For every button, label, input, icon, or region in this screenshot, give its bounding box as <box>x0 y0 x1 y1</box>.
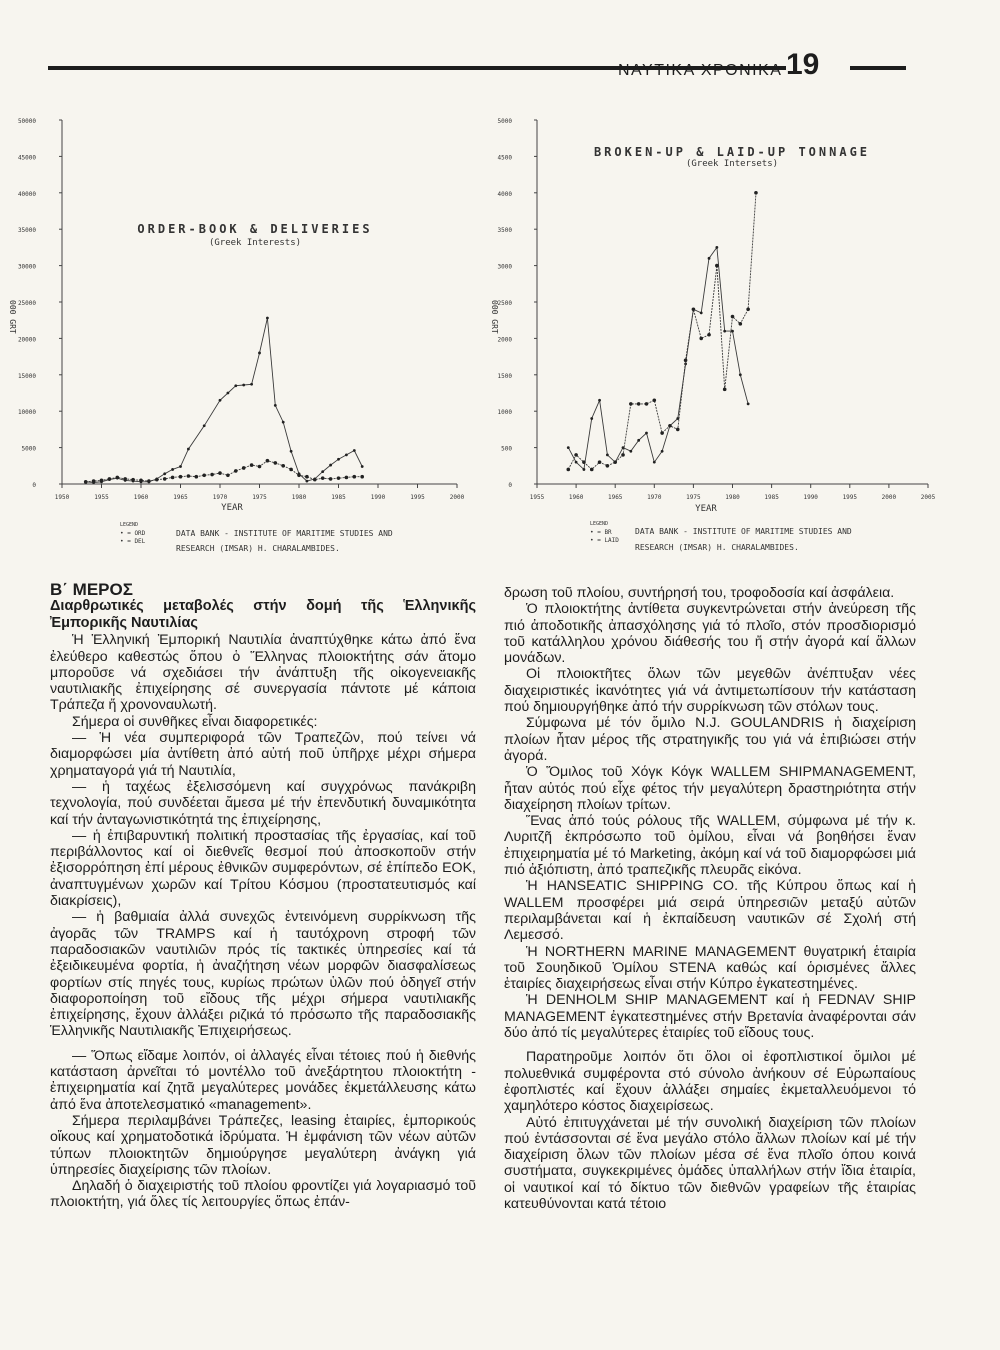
data-point <box>629 450 632 453</box>
data-point <box>723 388 727 392</box>
data-point <box>266 459 270 463</box>
data-point <box>715 246 718 249</box>
legend-entry: • = LAID <box>590 537 619 544</box>
magazine-title: ΝΑΥΤΙΚΑ ΧΡΟΝΙΚΑ <box>618 62 783 79</box>
article-left-column <box>50 582 476 1211</box>
x-tick-label: 1975 <box>252 494 267 501</box>
data-point <box>583 468 586 471</box>
paragraph: Ἡ DENHOLM SHIP MANAGEMENT καί ἡ FEDNAV SHIP MANAGEMENT ἐγκατεστημένες στήν Βρετανία ἀναφέρονται σάν δύο ἀπό τίς μεγαλύτερες ἑταιρίες τοῦ εἴδους τους. <box>504 992 916 1042</box>
data-point <box>234 469 238 473</box>
data-point <box>731 315 735 319</box>
data-point <box>715 264 719 268</box>
data-point <box>84 480 88 484</box>
chart-title: ORDER-BOOK & DELIVERIES <box>137 222 373 236</box>
y-tick-label: 1500 <box>497 372 512 380</box>
data-point <box>574 453 578 457</box>
data-point <box>653 461 656 464</box>
data-point <box>353 449 356 452</box>
y-tick-label: 20000 <box>17 336 36 344</box>
data-point <box>171 468 174 471</box>
y-tick-label: 4500 <box>497 154 512 162</box>
x-tick-label: 1960 <box>133 494 149 501</box>
paragraph: Ὁ πλοιοκτήτης ἀντίθετα συγκεντρώνεται στήν ἀνεύρεση τῆς πιό ἀποδοτικῆς ἀπασχόλησης γιά τό πλοῖο, στόν προσδιορισμό τοῦ κατάλληλου χρόνου διάθεσής του ἤ στήν ἀγορά καί ἄλλων μονάδων. <box>504 601 916 667</box>
series-line <box>568 247 748 469</box>
x-tick-label: 1995 <box>842 494 858 501</box>
data-point <box>645 432 648 435</box>
data-point <box>637 439 640 442</box>
y-tick-label: 3500 <box>497 227 512 235</box>
data-point <box>290 450 293 453</box>
data-point <box>613 460 617 464</box>
data-point <box>242 384 245 387</box>
x-tick-label: 1955 <box>94 494 109 501</box>
chart-axes <box>18 118 465 501</box>
data-point <box>668 424 672 428</box>
x-tick-label: 2000 <box>881 494 897 501</box>
chart-axes <box>498 118 936 501</box>
paragraph: Ἕνας ἀπό τούς ρόλους τῆς WALLEM, σύμφωνα μέ τήν κ. Λυριτζῆ ἐκπρόσωπο τοῦ ὁμίλου, εἶναι νά βοηθήσει ἕναν ἐπιχειρηματία μέ τό Marketing, ἀκόμη καί νά τοῦ διαμορφώσει μιά πιό ἀξιόπιστη, ἀπό τραπεζικῆς πλευρᾶς εἰκόνα. <box>504 813 916 879</box>
x-tick-label: 1960 <box>568 494 584 501</box>
y-tick-label: 40000 <box>17 190 36 198</box>
source-line: RESEARCH (IMSAR) H. CHARALAMBIDES. <box>176 544 340 553</box>
x-tick-label: 1990 <box>370 494 386 501</box>
data-point <box>163 477 167 481</box>
y-tick-label: 0 <box>32 482 36 489</box>
data-point <box>590 417 593 420</box>
chart-title: BROKEN-UP & LAID-UP TONNAGE <box>593 145 871 159</box>
data-point <box>708 257 711 260</box>
data-point <box>100 479 104 483</box>
data-point <box>226 473 230 477</box>
y-tick-label: 2500 <box>497 300 512 307</box>
data-point <box>629 402 633 406</box>
data-point <box>606 464 610 468</box>
data-point <box>345 476 349 480</box>
paragraph: Ὁ Ὅμιλος τοῦ Χόγκ Κόγκ WALLEM SHIPMANAGEMENT, ἦταν αὐτός πού εἶχε φέτος τήν μεγαλύτερη δραστηριότητα στήν διαχείρηση πλοίων τρίτων. <box>504 764 916 813</box>
chart-subtitle: (Greek Intersets) <box>685 159 779 169</box>
x-tick-label: 1980 <box>725 494 740 501</box>
data-point <box>637 402 641 406</box>
paragraph: Αὐτό ἐπιτυγχάνεται μέ τήν συνολική διαχείριση τῶν πλοίων πού ἐντάσσονται σέ ἕνα μεγάλο στόλο ἄλλων πλοίων καί μέ τήν διαχείριση ὅλων τῶν πλοίων μέσα σέ ἕνα πλοῖο όπου κοινά συστήματα, συγκεκριμένες ὁμάδες ὑπαλλήλων στήν ἴδια ἑταιρία, οἱ ναυτικοί καί τό δίκτυο τῶν διεθνῶν γραφείων τῆς ἑταιρίας κατευθύνονται κατά τέτοιο <box>504 1114 916 1212</box>
data-point <box>234 384 237 387</box>
legend-title: LEGEND <box>590 521 609 527</box>
paragraph: Ἡ HANSEATIC SHIPPING CO. τῆς Κύπρου ὅπως καί ἡ WALLEM προσφέρει μιά σειρά ὑπηρεσιῶν μεταξύ αὐτῶν περιλαμβάνεται καί ἡ ἐκπαίδευση ναυτικῶν σέ Σχολή στή Λεμεσσό. <box>504 878 916 944</box>
data-point <box>321 470 324 473</box>
paragraph: Σήμερα οἱ συνθῆκες εἶναι διαφορετικές: <box>72 713 318 730</box>
x-tick-label: 1955 <box>529 494 545 501</box>
paragraph: — Ἡ νέα συμπεριφορά τῶν Τραπεζῶν, πού τείνει νά διαμορφώσει μία ἀντίθετη ἀπό αὐτή ποῦ ὑπῆρχε μέχρι σήμερα χρηματαγορά γιά τή Ναυτιλία, <box>50 730 476 779</box>
x-tick-label: 1985 <box>331 494 346 501</box>
data-point <box>621 453 625 457</box>
data-point <box>187 474 191 478</box>
y-tick-label: 5000 <box>497 118 512 125</box>
paragraph: δρωση τοῦ πλοίου, συντήρησή του, τροφοδοσία καί ἀσφάλεια. <box>504 585 895 601</box>
y-tick-label: 10000 <box>17 409 36 417</box>
data-point <box>139 479 143 483</box>
y-tick-label: 25000 <box>17 300 36 307</box>
data-point <box>195 475 199 479</box>
series-line <box>86 461 363 482</box>
data-point <box>297 473 301 477</box>
data-point <box>707 333 711 337</box>
legend-entry: • = BR <box>590 529 612 536</box>
data-point <box>289 468 293 472</box>
data-point <box>361 465 364 468</box>
source-line: RESEARCH (IMSAR) H. CHARALAMBIDES. <box>635 543 799 552</box>
series-br <box>567 246 750 471</box>
x-axis-label: YEAR <box>695 504 717 514</box>
y-tick-label: 15000 <box>17 372 36 380</box>
broken-up-laid-up-chart <box>480 100 960 580</box>
data-point <box>131 478 135 482</box>
y-tick-label: 3000 <box>497 263 512 271</box>
data-point <box>353 475 357 479</box>
data-point <box>242 466 246 470</box>
data-point <box>92 479 96 483</box>
section-subtitle: Διαρθρωτικές μεταβολές στήν δομή τῆς Ἑλληνικῆς Ἐμπορικῆς Ναυτιλίας <box>50 598 476 632</box>
x-axis-label: YEAR <box>221 503 243 513</box>
data-point <box>337 476 341 480</box>
data-point <box>187 448 190 451</box>
data-point <box>329 464 332 467</box>
paragraph: — Ὅπως εἴδαμε λοιπόν, οἱ ἀλλαγές εἶναι τέτοιες πού ἡ διεθνής κατάσταση ἀρνεῖται τό μοντέλλο τοῦ ἀνεξάρτητου πλοιοκτήτη - ἐπιχειρηματία καί ζητᾶ μεγαλύτερες μονάδες ἐκμετάλλευσης κάτω ἀπό ἕνα ἀποτελεσματικό «management». <box>50 1047 476 1113</box>
data-point <box>739 322 743 326</box>
x-tick-label: 1985 <box>764 494 779 501</box>
data-point <box>218 471 222 475</box>
source-line: DATA BANK - INSTITUTE OF MARITIME STUDIES AND <box>635 527 852 536</box>
paragraph: Σύμφωνα μέ τόν ὅμιλο N.J. GOULANDRIS ἡ διαχείριση πλοίων ἦταν μέρος τῆς στρατηγικῆς του γιά νά ἐπιβιώσει στήν ἀγορά. <box>504 715 916 764</box>
y-tick-label: 0 <box>508 482 512 489</box>
data-point <box>250 383 253 386</box>
paragraph: Παρατηροῦμε λοιπόν ὅτι ὅλοι οἱ ἐφοπλιστικοί ὅμιλοι μέ πολυεθνικά συμφέροντα στό σύνολο ἀνήκουν σέ Εὐρωπαίους ἐφοπλιστές καί ἔχουν ἀλλάξει σημαίες ἐκμεταλλευόμενοι τό χαμηλότερο κόστος διαχειρίσεως. <box>504 1049 916 1115</box>
y-tick-label: 4000 <box>497 190 512 198</box>
data-point <box>155 478 159 482</box>
data-point <box>699 337 703 341</box>
data-point <box>329 477 333 481</box>
data-point <box>598 399 601 402</box>
data-point <box>653 398 657 402</box>
page-number: 19 <box>786 48 820 81</box>
data-point <box>179 465 182 468</box>
paragraph: Δηλαδή ὁ διαχειριστής τοῦ πλοίου φροντίζει γιά λογαριασμό τοῦ πλοιοκτήτη, γιά ὅλες τίς λειτουργίες ὅπως ἐπάν- <box>50 1178 476 1211</box>
y-tick-label: 5000 <box>21 445 36 453</box>
data-point <box>219 399 222 402</box>
data-point <box>179 475 183 479</box>
data-point <box>281 464 285 468</box>
data-point <box>747 403 750 406</box>
data-point <box>345 453 348 456</box>
data-point <box>210 473 214 477</box>
data-point <box>266 317 269 320</box>
data-point <box>739 373 742 376</box>
data-point <box>123 477 127 481</box>
y-tick-label: 2000 <box>497 336 512 344</box>
data-point <box>321 476 325 480</box>
y-tick-label: 1000 <box>497 409 512 417</box>
y-axis-label: 000 GRT <box>490 300 499 334</box>
data-point <box>202 473 206 477</box>
data-point <box>660 431 664 435</box>
data-point <box>282 421 285 424</box>
x-tick-label: 1975 <box>686 494 701 501</box>
legend-entry: • = ORD <box>120 530 146 537</box>
article-right-column <box>504 585 916 1212</box>
y-tick-label: 30000 <box>17 263 36 271</box>
paragraph: Ἡ Ἑλληνική Ἐμπορική Ναυτιλία ἀναπτύχθηκε κάτω ἀπό ἕνα ἐλεύθερο καθεστώς ὅπου ὁ Ἕλληνας πλοιοκτήτης σάν ἄτομο μποροῦσε νά σχεδιάσει τήν ἀνάπτυξη τῆς οἰκογενειακῆς ναυτιλιακῆς ἐπιχείρησης σέ συνεργασία πάντοτε μέ κάποια Τράπεζα ἤ χρονοναυλωτή. <box>50 632 476 714</box>
series-line <box>86 318 363 483</box>
legend-entry: • = DEL <box>120 538 146 545</box>
data-point <box>590 468 594 472</box>
x-tick-label: 1970 <box>647 494 662 501</box>
data-point <box>645 402 649 406</box>
x-tick-label: 2000 <box>449 494 465 501</box>
data-point <box>746 307 750 311</box>
order-book-deliveries-chart <box>0 100 480 580</box>
x-tick-label: 1950 <box>54 494 70 501</box>
paragraph: Σήμερα περιλαμβάνει Τράπεζες, leasing ἑταιρίες, ἐμπορικούς οἴκους καί χρηματοδοτικά ἱδρύματα. Ἡ ἐμφάνιση τῶν νέων αὐτῶν τύπων πλοιοκτητῶν δημιούργησε μεγαλύτερη ἀνάγκη γιά ὑπηρεσίες διαχείρισης τῶν πλοίων. <box>50 1112 476 1178</box>
data-point <box>575 461 578 464</box>
data-point <box>305 475 309 479</box>
data-point <box>250 463 254 467</box>
data-point <box>227 392 230 395</box>
x-tick-label: 1965 <box>607 494 623 501</box>
data-point <box>171 476 175 480</box>
legend-title: LEGEND <box>120 522 139 528</box>
data-point <box>306 480 309 483</box>
data-point <box>566 468 570 472</box>
y-tick-label: 500 <box>501 445 512 453</box>
data-point <box>731 330 734 333</box>
x-tick-label: 1995 <box>410 494 425 501</box>
data-point <box>723 330 726 333</box>
series-ord <box>84 317 363 484</box>
data-point <box>116 476 120 480</box>
data-point <box>684 358 688 362</box>
header-rule-right <box>850 66 906 70</box>
data-point <box>676 428 680 432</box>
source-line: DATA BANK - INSTITUTE OF MARITIME STUDIES AND <box>176 529 393 538</box>
paragraph: — ἡ βαθμιαία ἀλλά συνεχῶς ἐντεινόμενη συρρίκνωση τῆς ἀγορᾶς τῶν TRAMPS καί ἡ ταυτόχρονη στροφή τῶν παραδοσιακῶν ναυτιλιῶν πρός τίς τακτικές ὑπηρεσίες καί τά ἐξειδικευμένα φορτία, ἡ ἀναζήτηση νέων μορφῶν διασφαλίσεως φορτίων στίς πηγές τους, κυρίως πρώτων ὑλῶν πού ὁδηγεῖ στήν διαφοροποίηση τοῦ εἴδους τῆς μέχρι σήμερα ναυτιλιακῆς ἐπιχείρησης, ἔχουν ἀλλάξει ριζικά τό πρόσωπο τῆς παραδοσιακῆς Ἑλληνικῆς Ναυτιλιακῆς Ἐπιχειρήσεως. <box>50 909 476 1040</box>
x-tick-label: 2005 <box>920 494 936 501</box>
paragraph: Ἡ NORTHERN MARINE MANAGEMENT θυγατρική ἑταιρία τοῦ Σουηδικοῦ Ὁμίλου STENA καθώς καί ὁρισμένες ἄλλες ἑταιρίες διαχειρήσεως εἶναι στήν Κύπρο ἐγκατεστημένες. <box>504 943 916 993</box>
data-point <box>606 453 609 456</box>
data-point <box>108 477 112 481</box>
data-point <box>274 404 277 407</box>
y-tick-label: 45000 <box>17 154 36 162</box>
data-point <box>274 461 278 465</box>
data-point <box>147 479 151 483</box>
data-point <box>598 460 602 464</box>
data-point <box>203 424 206 427</box>
data-point <box>360 475 364 479</box>
x-tick-label: 1980 <box>291 494 307 501</box>
paragraph: — ἡ ταχέως ἐξελισσόμενη καί συγχρόνως πανάκριβη τεχνολογία, πού συνδέεται ἄμεσα μέ τήν ἐπενδυτική δυναμικότητα καί τήν ἀνταγωνιστικότητά της ἐπιχείρησης, <box>50 778 476 828</box>
x-tick-label: 1970 <box>212 494 228 501</box>
data-point <box>163 472 166 475</box>
paragraph: — ἡ ἐπιβαρυντική πολιτική προστασίας τῆς ἐργασίας, καί τοῦ περιβάλλοντος καί οἱ διεθνεῖς θεσμοί πού ἀποσκοποῦν στήν ἐξισορρόπηση ἐπί μέρους ἐθνικῶν συμφερόντων, σέ ἐπίπεδο ΕΟΚ, ἀναπτυγμένων χωρῶν καί Τρίτου Κόσμου (προστατευτισμός καί διακρίσεις), <box>50 827 476 910</box>
data-point <box>582 460 586 464</box>
data-point <box>337 458 340 461</box>
x-tick-label: 1965 <box>173 494 188 501</box>
data-point <box>258 352 261 355</box>
data-point <box>567 446 570 449</box>
y-axis-label: 000 GRT <box>8 300 17 334</box>
data-point <box>661 450 664 453</box>
data-point <box>692 307 696 311</box>
data-point <box>700 312 703 315</box>
y-tick-label: 50000 <box>17 118 36 125</box>
x-tick-label: 1990 <box>803 494 818 501</box>
data-point <box>754 191 758 195</box>
chart-subtitle: (Greek Interests) <box>208 238 302 248</box>
y-tick-label: 35000 <box>17 227 36 235</box>
data-point <box>258 465 262 469</box>
paragraph: Οἱ πλοιοκτῆτες ὅλων τῶν μεγεθῶν ἀνέπτυξαν νέες διαχειριστικές ἱκανότητες γιά νά ἀντιμετωπίσουν τήν κατάσταση πού δημιουργήθηκε ἀπό τήν συρρίκνωση τῶν στόλων τους. <box>504 666 916 716</box>
data-point <box>313 478 317 482</box>
section-title: Β΄ ΜΕΡΟΣ <box>50 580 133 599</box>
